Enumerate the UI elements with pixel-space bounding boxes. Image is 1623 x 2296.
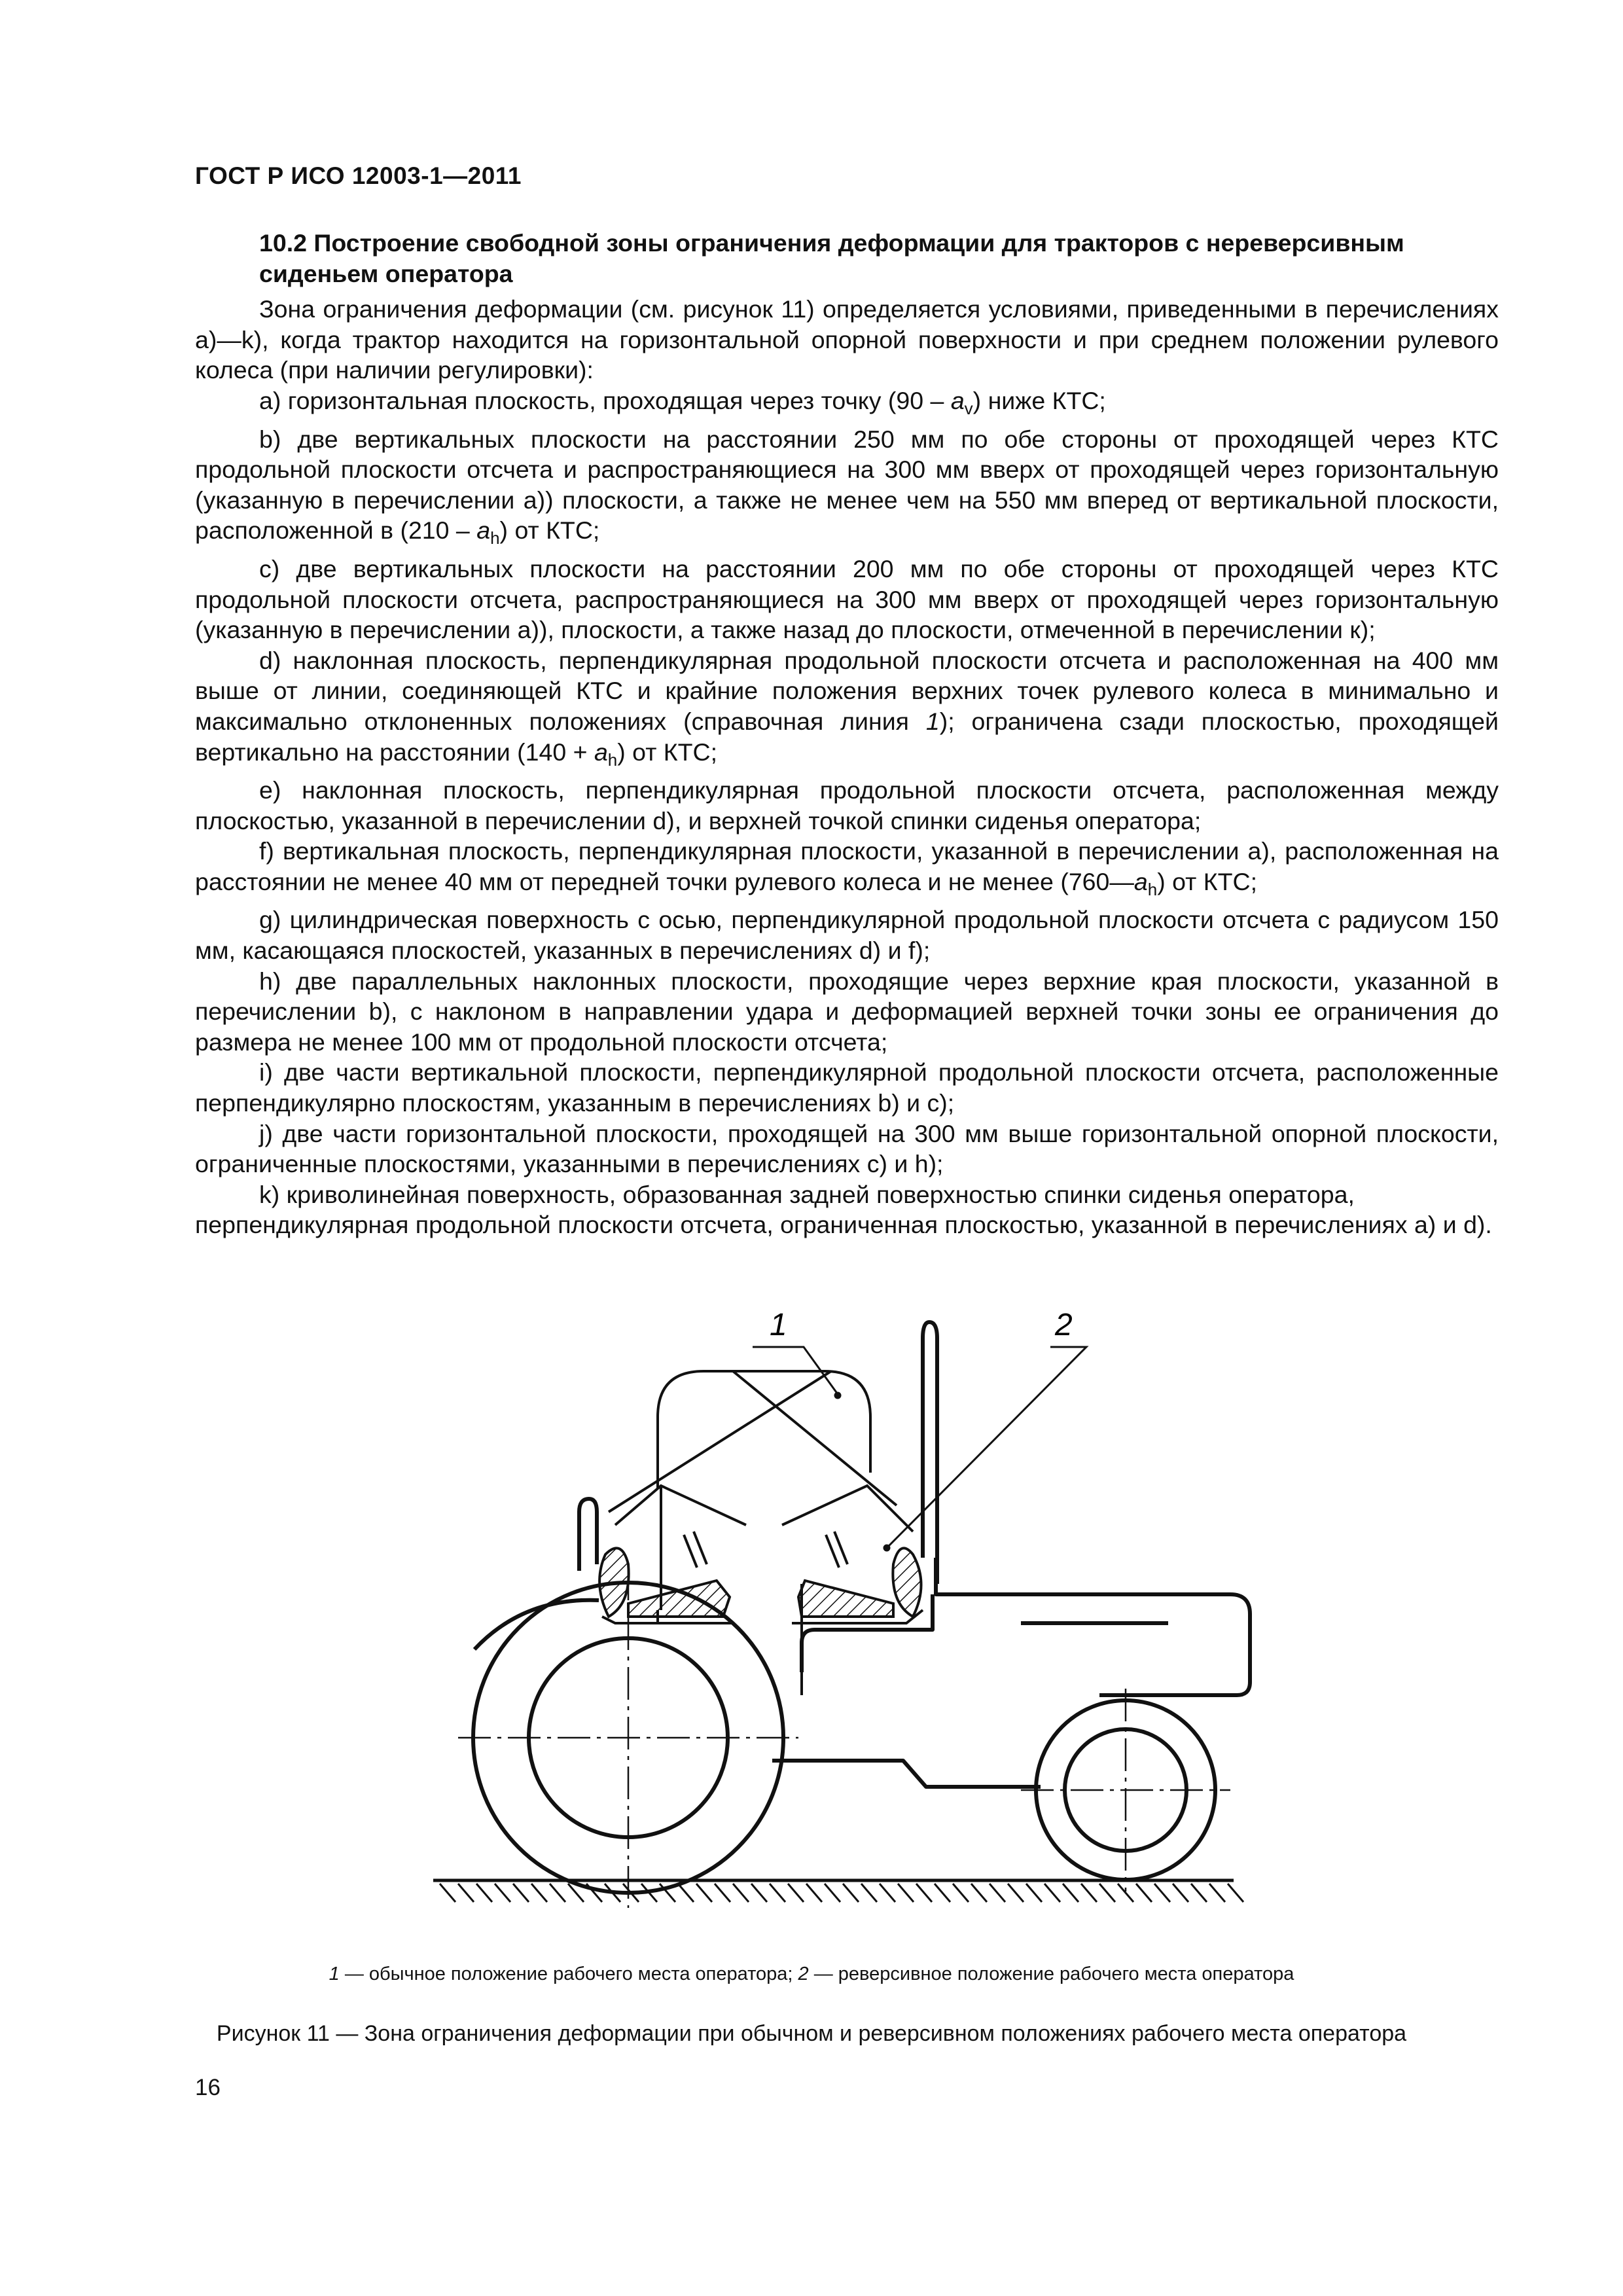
- item-a-var: a: [950, 386, 965, 414]
- item-d-post: ) от КТС;: [617, 738, 718, 766]
- legend-text-2: — реверсивное положение рабочего места оператора: [808, 1964, 1294, 1984]
- item-f-pre: f) вертикальная плоскость, перпендикулярная плоскости, указанной в перечислении а), расположенная на расстоянии не менее 40 мм от передней точки рулевого колеса и не менее (760—: [195, 837, 1499, 895]
- protection-zones: [609, 1371, 913, 1695]
- item-b-pre: b) две вертикальных плоскости на расстоянии 250 мм по обе стороны от проходящей через КТС продольной плоскости отсчета и распространяющиеся на 300 мм вверх от проходящей через горизонтальную (указанную в перечислении а)) плоскости, а также не менее чем на 550 мм вперед от вертикальной плоскости, расположенной в (210 –: [195, 425, 1499, 545]
- page-number: 16: [195, 2075, 221, 2100]
- item-d-pre: d) наклонная плоскость, перпендикулярная продольной плоскости отсчета и расположенная на 400 мм выше от линии, соединяющей КТС и крайние положения верхних точек рулевого колеса в минимально и максимально отклоненных положениях (справочная линия: [195, 646, 1499, 735]
- item-b-sub: h: [490, 528, 500, 548]
- figure-caption: Рисунок 11 — Зона ограничения деформации при обычном и реверсивном положениях рабочего места оператора: [216, 2021, 1407, 2046]
- item-f-sub: h: [1147, 879, 1158, 899]
- rear-wheel: [1021, 1689, 1230, 1892]
- intro-paragraph: Зона ограничения деформации (см. рисунок 11) определяется условиями, приведенными в перечислениях а)—k), когда трактор находится на горизонтальной опорной поверхности и при среднем положении рулевого колеса (при наличии регулировки):: [195, 295, 1499, 384]
- item-a-sub: v: [964, 398, 973, 418]
- item-k: k) криволинейная поверхность, образованная задней поверхностью спинки сиденья оператора, перпендикулярная продольной плоскости отсчета, ограниченная плоскостью, указанной в перечислениях а) и d).: [195, 1180, 1492, 1239]
- seats: [599, 1532, 923, 1623]
- leader-lines: [753, 1347, 1086, 1551]
- tractor-body: [474, 1322, 1250, 1787]
- item-j: j) две части горизонтальной плоскости, проходящей на 300 мм выше горизонтальной опорной плоскости, ограниченные плоскостями, указанными в перечислениях с) и h);: [195, 1119, 1499, 1178]
- legend-num-1: 1: [329, 1964, 340, 1984]
- item-b-post: ) от КТС;: [499, 516, 600, 545]
- item-f-var: a: [1133, 867, 1148, 895]
- item-a-post: ) ниже КТС;: [972, 386, 1106, 414]
- item-d-var: a: [594, 738, 608, 766]
- item-b-var: a: [476, 516, 491, 545]
- section-title: 10.2 Построение свободной зоны ограничения деформации для тракторов с нереверсивным сиденьем оператора: [259, 229, 1404, 287]
- item-d-ref: 1: [925, 707, 940, 735]
- legend-text-1: — обычное положение рабочего места оператора;: [339, 1964, 798, 1984]
- item-e: е) наклонная плоскость, перпендикулярная продольной плоскости отсчета, расположенная между плоскостью, указанной в перечислении d), и верхней точкой спинки сиденья оператора;: [195, 776, 1499, 834]
- figure-legend: [0, 1964, 1623, 1985]
- item-f-post: ) от КТС;: [1157, 867, 1258, 895]
- item-h: h) две параллельных наклонных плоскости, проходящие через верхние края плоскости, указанной в перечислении b), с наклоном в направлении удара и деформацией верхней точки зоны ее ограничения до размера не менее 100 мм от продольной плоскости отсчета;: [195, 967, 1499, 1056]
- front-wheel: [458, 1568, 798, 1908]
- item-i: i) две части вертикальной плоскости, перпендикулярной продольной плоскости отсчета, расположенные перпендикулярно плоскостям, указанным в перечислениях b) и с);: [195, 1058, 1499, 1117]
- item-a-pre: а) горизонтальная плоскость, проходящая через точку (90 –: [259, 386, 951, 414]
- item-d-sub: h: [607, 749, 618, 770]
- item-d-mid: ); ограничена сзади плоскостью, проходящей вертикально на расстоянии (140 +: [195, 707, 1499, 766]
- item-g: g) цилиндрическая поверхность с осью, перпендикулярной продольной плоскости отсчета с радиусом 150 мм, касающаяся плоскостей, указанных в перечислениях d) и f);: [195, 906, 1499, 965]
- figure-label-1: 1: [770, 1308, 787, 1342]
- figure-label-2: 2: [1055, 1308, 1073, 1342]
- legend-num-2: 2: [798, 1964, 809, 1984]
- document-header: ГОСТ Р ИСО 12003-1—2011: [195, 162, 522, 189]
- item-c: с) две вертикальных плоскости на расстоянии 200 мм по обе стороны от проходящей через КТС продольной плоскости отсчета, распространяющиеся на 300 мм вверх от проходящей через горизонтальную (указанную в перечислении а)), плоскости, а также назад до плоскости, отмеченной в перечислении к);: [195, 554, 1499, 644]
- ground-line: [433, 1880, 1243, 1902]
